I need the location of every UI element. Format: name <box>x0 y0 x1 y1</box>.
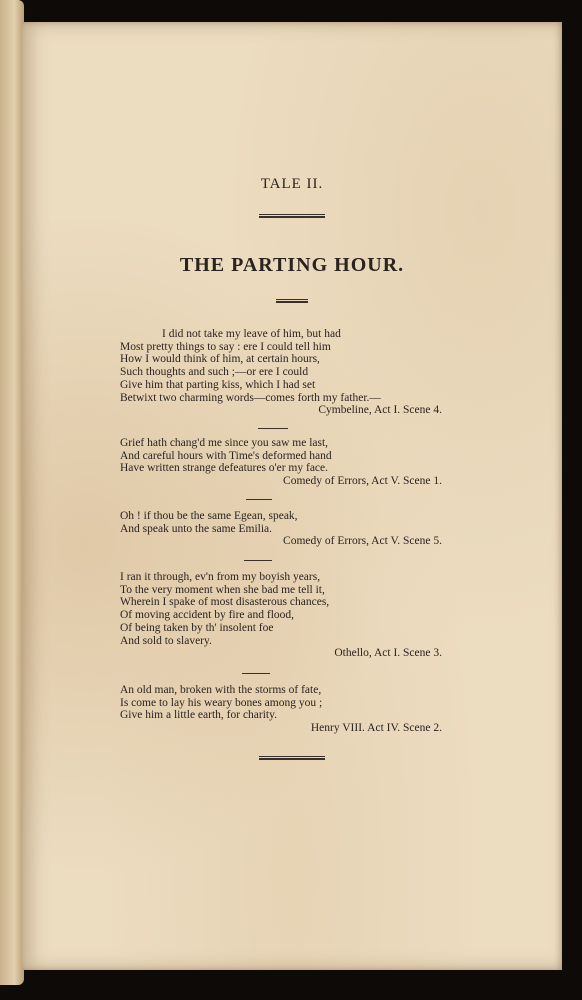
epigraph-citation: Cymbeline, Act I. Scene 4. <box>318 404 442 417</box>
epigraph <box>120 571 442 660</box>
epigraph-citation: Henry VIII. Act IV. Scene 2. <box>310 722 442 735</box>
epigraph <box>120 328 442 417</box>
epigraph-line: I did not take my leave of him, but had <box>162 328 341 340</box>
epigraph <box>120 437 442 488</box>
epigraph-line: To the very moment when she bad me tell it, <box>120 583 325 596</box>
epigraph-separator <box>244 560 272 561</box>
chapter-title: THE PARTING HOUR. <box>179 254 405 276</box>
epigraph-line: I ran it through, ev'n from my boyish years, <box>120 571 321 583</box>
epigraph-line: Have written strange defeatures o'er my face. <box>120 462 329 475</box>
epigraph-line: Oh ! if thou be the same Egean, speak, <box>120 510 298 522</box>
tale-number: TALE II. <box>260 176 324 192</box>
epigraph-line: Such thoughts and such ;—or ere I could <box>120 366 309 379</box>
epigraph-separator <box>258 428 288 429</box>
epigraph <box>120 510 442 548</box>
epigraph-citation: Othello, Act I. Scene 3. <box>334 647 442 660</box>
book-page <box>22 22 562 970</box>
epigraph-line: Most pretty things to say : ere I could tell him <box>120 340 331 353</box>
epigraph-line: And sold to slavery. <box>120 634 212 647</box>
end-rule <box>259 756 325 760</box>
epigraph-line: Give him a little earth, for charity. <box>120 709 278 722</box>
epigraph-line: How I would think of him, at certain hours, <box>120 353 320 366</box>
epigraph-line: Of moving accident by fire and flood, <box>120 609 295 622</box>
previous-page-edge <box>0 0 24 985</box>
epigraph-line: Is come to lay his weary bones among you ; <box>120 696 323 709</box>
epigraph-line: An old man, broken with the storms of fate, <box>120 684 322 696</box>
epigraph-line: Betwixt two charming words—comes forth my father.— <box>120 391 381 404</box>
divider-rule <box>259 214 325 218</box>
epigraph-line: And speak unto the same Emilia. <box>120 522 273 535</box>
epigraph-citation: Comedy of Errors, Act V. Scene 1. <box>283 475 442 488</box>
divider-rule <box>276 299 308 303</box>
epigraph-line: Of being taken by th' insolent foe <box>120 621 274 634</box>
epigraph-line: And careful hours with Time's deformed hand <box>120 449 332 462</box>
epigraph-line: Wherein I spake of most disasterous chances, <box>120 596 330 609</box>
epigraph <box>120 684 442 735</box>
epigraph-line: Grief hath chang'd me since you saw me last, <box>120 437 329 449</box>
epigraph-separator <box>246 499 272 500</box>
epigraph-line: Give him that parting kiss, which I had set <box>120 378 316 391</box>
epigraph-citation: Comedy of Errors, Act V. Scene 5. <box>283 535 442 548</box>
epigraph-separator <box>242 673 270 674</box>
